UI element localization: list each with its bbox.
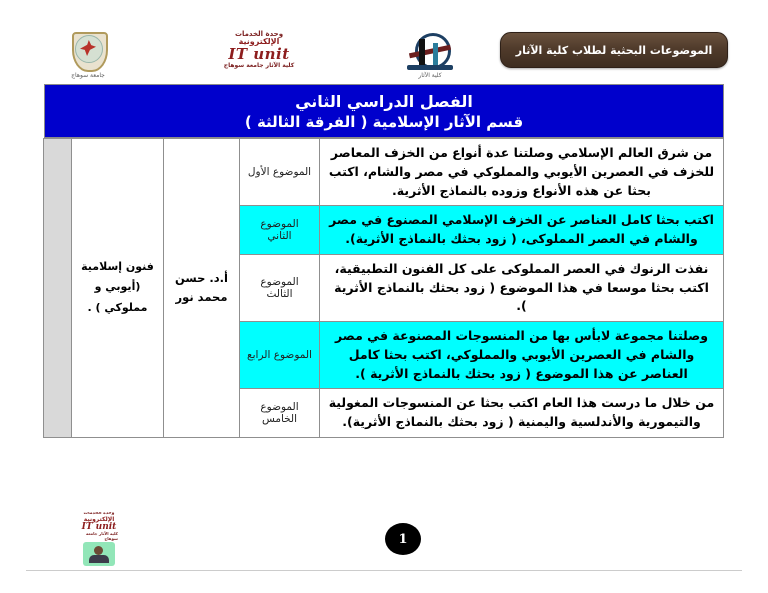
topics-table <box>43 138 724 438</box>
topic-text: وصلتنا مجموعة لابأس بها من المنسوجات المصنوعة في مصر والشام في العصرين الأيوبي والمملوكي، اكتب بحثا كامل العناصر عن هذا الموضوع ( زود بحثك بالنماذج الأثرية ). <box>320 322 724 389</box>
page-number-badge: 1 <box>385 523 421 555</box>
topic-text: نفذت الرنوك في العصر المملوكى على كل الفنون التطبيقية، اكتب بحثا موسعا في هذا الموضوع ( زود بحثك بالنماذج الأثرية ). <box>320 254 724 321</box>
topic-number: الموضوع الرابع <box>240 322 320 389</box>
document-header <box>40 18 728 82</box>
footer-it-unit-logo <box>80 512 118 568</box>
it-unit-line2: الإلكترونية <box>238 37 280 47</box>
faculty-emblem-icon <box>403 31 457 71</box>
page-title <box>44 84 724 138</box>
table-side-column <box>44 139 72 438</box>
faculty-logo-caption: كلية الآثار <box>418 72 442 79</box>
topic-text: من شرق العالم الإسلامي وصلتنا عدة أنواع من الخزف المعاصر للخزف في العصرين الأيوبي والمملوكي في مصر والشام، اكتب بحثا عن هذه الأنواع وزوده بالنماذج الأثرية. <box>320 139 724 206</box>
topic-number: الموضوع الثالث <box>240 254 320 321</box>
footer-logo-line2: الإلكترونية <box>83 515 115 523</box>
footer-logo-line1: وحدة الخدمات <box>83 512 115 516</box>
footer-divider <box>26 570 742 571</box>
table-row <box>44 139 724 206</box>
topic-number: الموضوع الثاني <box>240 206 320 255</box>
university-seal-icon <box>61 31 115 71</box>
topic-number: الموضوع الأول <box>240 139 320 206</box>
faculty-logo <box>382 21 478 79</box>
university-logo <box>40 21 136 79</box>
header-banner-title: الموضوعات البحثية لطلاب كلية الآثار <box>500 32 728 68</box>
topic-text: من خلال ما درست هذا العام اكتب بحثا عن المنسوجات المغولية والتيمورية والأندلسية واليمنية ( زود بحثك بالنماذج الأثرية). <box>320 389 724 438</box>
semester-title: الفصل الدراسي الثاني <box>295 91 473 111</box>
header-logos <box>40 18 488 82</box>
topics-table-container <box>44 138 724 438</box>
department-title: قسم الآثار الإسلامية ( الفرقة الثالثة ) <box>244 112 524 131</box>
university-logo-caption: جامعة سوهاج <box>71 72 105 79</box>
it-unit-line3: IT unit <box>228 44 290 63</box>
topic-text: اكتب بحثا كامل العناصر عن الخزف الإسلامي المصنوع في مصر والشام في العصر المملوكى، ( زود بحثك بالنماذج الأثرية). <box>320 206 724 255</box>
portrait-icon <box>83 542 115 566</box>
it-unit-line4: كلية الآثار جامعة سوهاج <box>223 61 295 69</box>
banner-container <box>488 18 728 82</box>
footer-logo-line4: كلية الآثار جامعة سوهاج <box>85 531 118 541</box>
footer-logo-line3: IT unit <box>81 522 117 533</box>
it-unit-logo <box>198 23 320 77</box>
topic-number: الموضوع الخامس <box>240 389 320 438</box>
teacher-name: أ.د. حسن محمد نور <box>164 139 240 438</box>
subject-name: فنون إسلامية (أيوبي و مملوكي ) . <box>72 139 164 438</box>
it-unit-line1: وحدة الخدمات <box>234 30 284 39</box>
